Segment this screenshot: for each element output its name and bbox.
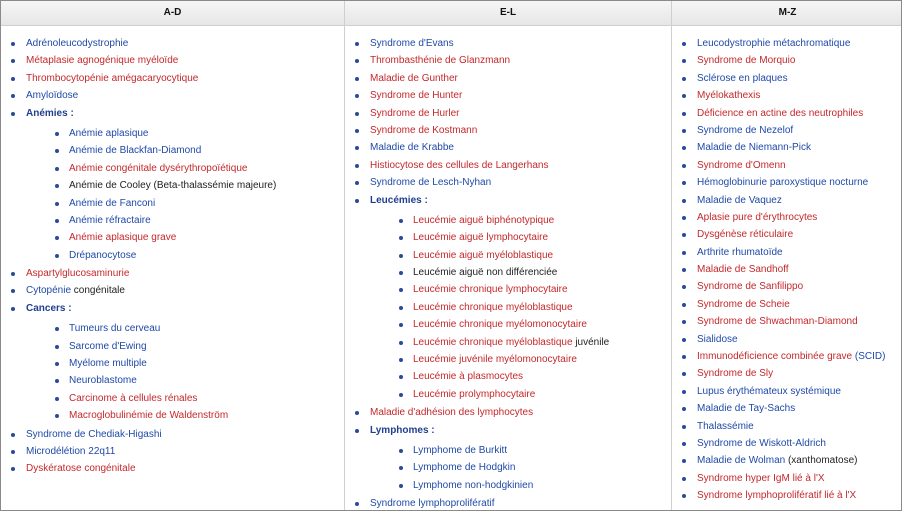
sub-list-item <box>370 316 671 333</box>
list-item <box>672 87 902 104</box>
disease-link[interactable]: Lymphome non-hodgkinien <box>413 479 534 491</box>
list-item <box>672 139 902 156</box>
list-item <box>1 282 344 299</box>
disease-link[interactable]: Lymphome de Burkitt <box>413 445 508 457</box>
bullet-icon <box>11 59 15 63</box>
list-item <box>672 105 902 122</box>
category-title: Cancers : <box>26 302 72 314</box>
disease-link[interactable]: Cytopénie <box>26 285 72 297</box>
disease-link[interactable]: Maladie de Krabbe <box>370 142 454 154</box>
disease-link[interactable]: Aplasie pure d'érythrocytes <box>697 211 818 223</box>
bullet-icon <box>682 42 686 46</box>
category-sublist <box>26 125 344 264</box>
sub-list-item <box>26 177 344 194</box>
disease-link[interactable]: Leucémie chronique myélomonocytaire <box>413 319 587 331</box>
bullet-icon <box>399 254 403 258</box>
bullet-icon <box>55 362 59 366</box>
disease-link[interactable]: Maladie de Wolman <box>697 455 786 467</box>
bullet-icon <box>682 459 686 463</box>
list-item <box>672 52 902 69</box>
bullet-icon <box>11 42 15 46</box>
category-group <box>1 300 344 425</box>
disease-link[interactable]: Syndrome de Hunter <box>370 90 463 102</box>
bullet-icon <box>355 129 359 133</box>
bullet-icon <box>682 285 686 289</box>
bullet-icon <box>682 338 686 342</box>
sub-list-item <box>26 229 344 246</box>
bullet-icon <box>55 202 59 206</box>
disease-text: (Beta-thalassémie majeure) <box>150 180 277 192</box>
list-item <box>672 365 902 382</box>
disease-link[interactable]: Anémie aplasique <box>69 127 149 139</box>
disease-link[interactable]: Leucémie chronique lymphocytaire <box>413 284 568 296</box>
disease-link[interactable]: (SCID) <box>852 351 886 363</box>
bullet-icon <box>11 307 15 311</box>
disease-link[interactable]: Thrombocytopénie amégacaryocytique <box>26 72 199 84</box>
disease-link[interactable]: Leucémie prolymphocytaire <box>413 388 536 400</box>
bullet-icon <box>355 164 359 168</box>
bullet-icon <box>355 502 359 506</box>
disease-text: congénitale <box>71 285 125 297</box>
bullet-icon <box>11 450 15 454</box>
sub-list-item <box>370 247 671 264</box>
list-item <box>672 487 902 504</box>
bullet-icon <box>355 199 359 203</box>
disease-link[interactable]: Syndrome de Chediak-Higashi <box>26 428 162 440</box>
bullet-icon <box>55 414 59 418</box>
disease-link[interactable]: Syndrome de Scheie <box>697 298 790 310</box>
bullet-icon <box>682 77 686 81</box>
bullet-icon <box>355 42 359 46</box>
bullet-icon <box>682 216 686 220</box>
list-item <box>345 174 671 191</box>
bullet-icon <box>682 199 686 203</box>
list-item <box>672 435 902 452</box>
disease-link[interactable]: Anémie aplasique grave <box>69 232 177 244</box>
column-header-a-d: A-D <box>1 1 344 26</box>
sub-list-item <box>26 125 344 142</box>
bullet-icon <box>399 393 403 397</box>
disease-text: juvénile <box>572 336 610 348</box>
disease-link[interactable]: Syndrome hyper IgM lié à l'X <box>697 472 825 484</box>
disease-link[interactable]: Amyloïdose <box>26 90 79 102</box>
disease-link[interactable]: Carcinome à cellules rénales <box>69 392 198 404</box>
disease-link[interactable]: Myélome multiple <box>69 358 147 370</box>
category-title: Lymphomes : <box>370 424 435 436</box>
bullet-icon <box>55 379 59 383</box>
disease-link[interactable]: Dyskératose congénitale <box>26 463 136 475</box>
disease-link[interactable]: Dysgénèse réticulaire <box>697 229 794 241</box>
list-item <box>672 383 902 400</box>
disease-link[interactable]: Neuroblastome <box>69 375 137 387</box>
disease-link[interactable]: Maladie d'adhésion des lymphocytes <box>370 407 534 419</box>
list-item <box>672 400 902 417</box>
bullet-icon <box>399 341 403 345</box>
disease-link[interactable]: Macroglobulinémie de Waldenström <box>69 410 229 422</box>
bullet-icon <box>11 94 15 98</box>
disease-link[interactable]: Lymphome de Hodgkin <box>413 462 516 474</box>
disease-link[interactable]: Syndrome d'Omenn <box>697 159 786 171</box>
column-header-m-z: M-Z <box>672 1 902 26</box>
list-a-d <box>1 26 344 478</box>
sub-list-item <box>370 459 671 476</box>
disease-link[interactable]: Syndrome de Sanfilippo <box>697 281 804 293</box>
bullet-icon <box>399 306 403 310</box>
bullet-icon <box>11 77 15 81</box>
bullet-icon <box>355 77 359 81</box>
disease-link[interactable]: Sarcome d'Ewing <box>69 340 147 352</box>
sub-list-item <box>370 281 671 298</box>
disease-link[interactable]: Syndrome de Kostmann <box>370 124 478 136</box>
bullet-icon <box>682 372 686 376</box>
sub-list-item <box>26 338 344 355</box>
list-item <box>672 157 902 174</box>
list-item <box>672 313 902 330</box>
disease-link[interactable]: Métaplasie agnogénique myéloïde <box>26 55 179 67</box>
category-group <box>1 105 344 265</box>
column-e-l <box>345 1 672 510</box>
list-item <box>345 87 671 104</box>
list-item <box>672 452 902 469</box>
bullet-icon <box>55 236 59 240</box>
disease-text: Leucémie aiguë non différenciée <box>413 267 558 279</box>
disease-link[interactable]: Syndrome lymphoprolifératif <box>370 498 495 510</box>
disease-link[interactable]: Thrombasthénie de Glanzmann <box>370 55 511 67</box>
sub-list-item <box>26 390 344 407</box>
bullet-icon <box>355 411 359 415</box>
disease-link[interactable]: Déficience en actine des neutrophiles <box>697 107 864 119</box>
bullet-icon <box>682 233 686 237</box>
category-sublist <box>370 212 671 403</box>
category-sublist <box>26 320 344 424</box>
list-item <box>345 495 671 511</box>
list-item <box>1 265 344 282</box>
disease-link[interactable]: Maladie de Niemann-Pick <box>697 142 811 154</box>
bullet-icon <box>355 112 359 116</box>
bullet-icon <box>399 236 403 240</box>
list-item <box>672 331 902 348</box>
bullet-icon <box>55 345 59 349</box>
disease-link[interactable]: Anémie de Blackfan-Diamond <box>69 145 202 157</box>
sub-list-item <box>370 229 671 246</box>
list-item <box>672 209 902 226</box>
column-a-d <box>1 1 345 510</box>
bullet-icon <box>399 271 403 275</box>
disease-link[interactable]: Syndrome de Sly <box>697 368 774 380</box>
category-title: Leucémies : <box>370 194 428 206</box>
sub-list-item <box>26 355 344 372</box>
disease-link[interactable]: Leucémie aiguë biphénotypique <box>413 214 555 226</box>
disease-link[interactable]: Drépanocytose <box>69 249 137 261</box>
list-item <box>1 443 344 460</box>
list-item <box>672 470 902 487</box>
bullet-icon <box>11 272 15 276</box>
disease-link[interactable]: Maladie de Gunther <box>370 72 458 84</box>
sub-list-item <box>26 142 344 159</box>
disease-text: (xanthomatose) <box>785 455 858 467</box>
bullet-icon <box>55 254 59 258</box>
disease-link[interactable]: Leucémie à plasmocytes <box>413 371 524 383</box>
disease-link[interactable]: Myélokathexis <box>697 90 761 102</box>
bullet-icon <box>682 494 686 498</box>
bullet-icon <box>399 466 403 470</box>
list-item <box>1 35 344 52</box>
bullet-icon <box>682 477 686 481</box>
disease-link[interactable]: Syndrome lymphoprolifératif lié à l'X <box>697 490 857 502</box>
disease-link[interactable]: Leucémie chronique myéloblastique <box>413 336 573 348</box>
list-item <box>1 87 344 104</box>
bullet-icon <box>55 397 59 401</box>
disease-link[interactable]: Syndrome d'Evans <box>370 38 454 49</box>
sub-list-item <box>26 247 344 264</box>
disease-link[interactable]: Syndrome de Wiskott-Aldrich <box>697 437 826 449</box>
bullet-icon <box>355 429 359 433</box>
bullet-icon <box>399 358 403 362</box>
list-item <box>672 174 902 191</box>
sub-list-item <box>26 320 344 337</box>
list-item <box>672 192 902 209</box>
disease-link[interactable]: Histiocytose des cellules de Langerhans <box>370 159 549 171</box>
sub-list-item <box>26 407 344 424</box>
sub-list-item <box>370 264 671 281</box>
disease-link[interactable]: Maladie de Vaquez <box>697 194 782 206</box>
table-columns <box>1 1 901 510</box>
list-item <box>1 426 344 443</box>
bullet-icon <box>55 149 59 153</box>
list-item <box>345 105 671 122</box>
bullet-icon <box>682 303 686 307</box>
disease-link[interactable]: Adrénoleucodystrophie <box>26 38 129 49</box>
bullet-icon <box>55 327 59 331</box>
list-item <box>672 244 902 261</box>
sub-list-item <box>26 212 344 229</box>
list-item <box>672 226 902 243</box>
list-item <box>345 157 671 174</box>
disease-link[interactable]: Syndrome de Shwachman-Diamond <box>697 316 858 328</box>
list-item <box>345 122 671 139</box>
bullet-icon <box>682 390 686 394</box>
bullet-icon <box>399 375 403 379</box>
disease-link[interactable]: Microdélétion 22q11 <box>26 446 116 458</box>
bullet-icon <box>399 288 403 292</box>
bullet-icon <box>355 59 359 63</box>
bullet-icon <box>682 251 686 255</box>
bullet-icon <box>682 94 686 98</box>
list-item <box>672 348 902 365</box>
bullet-icon <box>682 181 686 185</box>
sub-list-item <box>370 299 671 316</box>
bullet-icon <box>55 167 59 171</box>
bullet-icon <box>682 59 686 63</box>
bullet-icon <box>399 484 403 488</box>
list-item <box>345 70 671 87</box>
bullet-icon <box>355 146 359 150</box>
sub-list-item <box>370 212 671 229</box>
bullet-icon <box>355 181 359 185</box>
bullet-icon <box>682 129 686 133</box>
bullet-icon <box>682 146 686 150</box>
bullet-icon <box>682 425 686 429</box>
sub-list-item <box>26 195 344 212</box>
disease-link[interactable]: Leucémie chronique myéloblastique <box>413 301 573 313</box>
disease-link[interactable]: Hémoglobinurie paroxystique nocturne <box>697 177 869 189</box>
category-sublist <box>370 442 671 494</box>
disease-link[interactable]: Sclérose en plaques <box>697 72 788 84</box>
sub-list-item <box>370 334 671 351</box>
bullet-icon <box>11 112 15 116</box>
category-group <box>345 422 671 495</box>
disease-link[interactable]: Lupus érythémateux systémique <box>697 385 841 397</box>
disease-link[interactable]: Arthrite rhumatoïde <box>697 246 783 258</box>
list-item <box>345 35 671 52</box>
disease-link[interactable]: Syndrome de Nezelof <box>697 124 794 136</box>
column-m-z <box>672 1 902 510</box>
list-item <box>345 404 671 421</box>
bullet-icon <box>355 94 359 98</box>
disease-link[interactable]: Anémie congénitale dysérythropoïétique <box>69 162 248 174</box>
bullet-icon <box>399 449 403 453</box>
list-item <box>672 296 902 313</box>
sub-list-item <box>370 442 671 459</box>
bullet-icon <box>399 219 403 223</box>
list-item <box>672 70 902 87</box>
disease-link[interactable]: Aspartylglucosaminurie <box>26 268 130 280</box>
disease-link[interactable]: Anémie de Fanconi <box>69 197 156 209</box>
list-m-z <box>672 26 902 505</box>
list-item <box>672 35 902 52</box>
list-item <box>1 70 344 87</box>
sub-list-item <box>26 160 344 177</box>
bullet-icon <box>11 467 15 471</box>
list-e-l <box>345 26 671 511</box>
category-group <box>345 192 671 404</box>
bullet-icon <box>399 323 403 327</box>
disease-link[interactable]: Maladie de Tay-Sachs <box>697 403 796 415</box>
list-item <box>672 418 902 435</box>
sub-list-item <box>370 351 671 368</box>
column-header-e-l: E-L <box>345 1 671 26</box>
disease-link[interactable]: Immunodéficience combinée grave <box>697 351 853 363</box>
sub-list-item <box>370 477 671 494</box>
bullet-icon <box>682 442 686 446</box>
list-item <box>672 261 902 278</box>
bullet-icon <box>11 289 15 293</box>
disease-link[interactable]: Anémie réfractaire <box>69 214 151 226</box>
disease-link[interactable]: Leucodystrophie métachromatique <box>697 38 851 49</box>
bullet-icon <box>682 164 686 168</box>
bullet-icon <box>55 219 59 223</box>
disease-link[interactable]: Thalassémie <box>697 420 754 432</box>
list-item <box>345 52 671 69</box>
list-item <box>1 460 344 477</box>
disease-link[interactable]: Leucémie juvénile myélomonocytaire <box>413 354 577 366</box>
disease-link[interactable]: Leucémie aiguë lymphocytaire <box>413 232 549 244</box>
bullet-icon <box>682 407 686 411</box>
bullet-icon <box>682 355 686 359</box>
disease-link[interactable]: Syndrome de Morquio <box>697 55 796 67</box>
bullet-icon <box>11 433 15 437</box>
bullet-icon <box>682 112 686 116</box>
disease-link[interactable]: Syndrome de Lesch-Nyhan <box>370 177 492 189</box>
list-item <box>672 278 902 295</box>
bullet-icon <box>55 132 59 136</box>
list-item <box>1 52 344 69</box>
bullet-icon <box>682 268 686 272</box>
disease-text: Anémie de Cooley <box>69 180 151 192</box>
list-item <box>672 122 902 139</box>
disease-link[interactable]: Sialidose <box>697 333 738 345</box>
disease-link[interactable]: Tumeurs du cerveau <box>69 323 161 335</box>
disease-link[interactable]: Leucémie aiguë myéloblastique <box>413 249 554 261</box>
bullet-icon <box>682 320 686 324</box>
disease-link[interactable]: Maladie de Sandhoff <box>697 264 789 276</box>
disease-link[interactable]: Syndrome de Hurler <box>370 107 460 119</box>
bullet-icon <box>55 184 59 188</box>
category-title: Anémies : <box>26 107 74 119</box>
sub-list-item <box>26 372 344 389</box>
sub-list-item <box>370 368 671 385</box>
sub-list-item <box>370 386 671 403</box>
list-item <box>345 139 671 156</box>
